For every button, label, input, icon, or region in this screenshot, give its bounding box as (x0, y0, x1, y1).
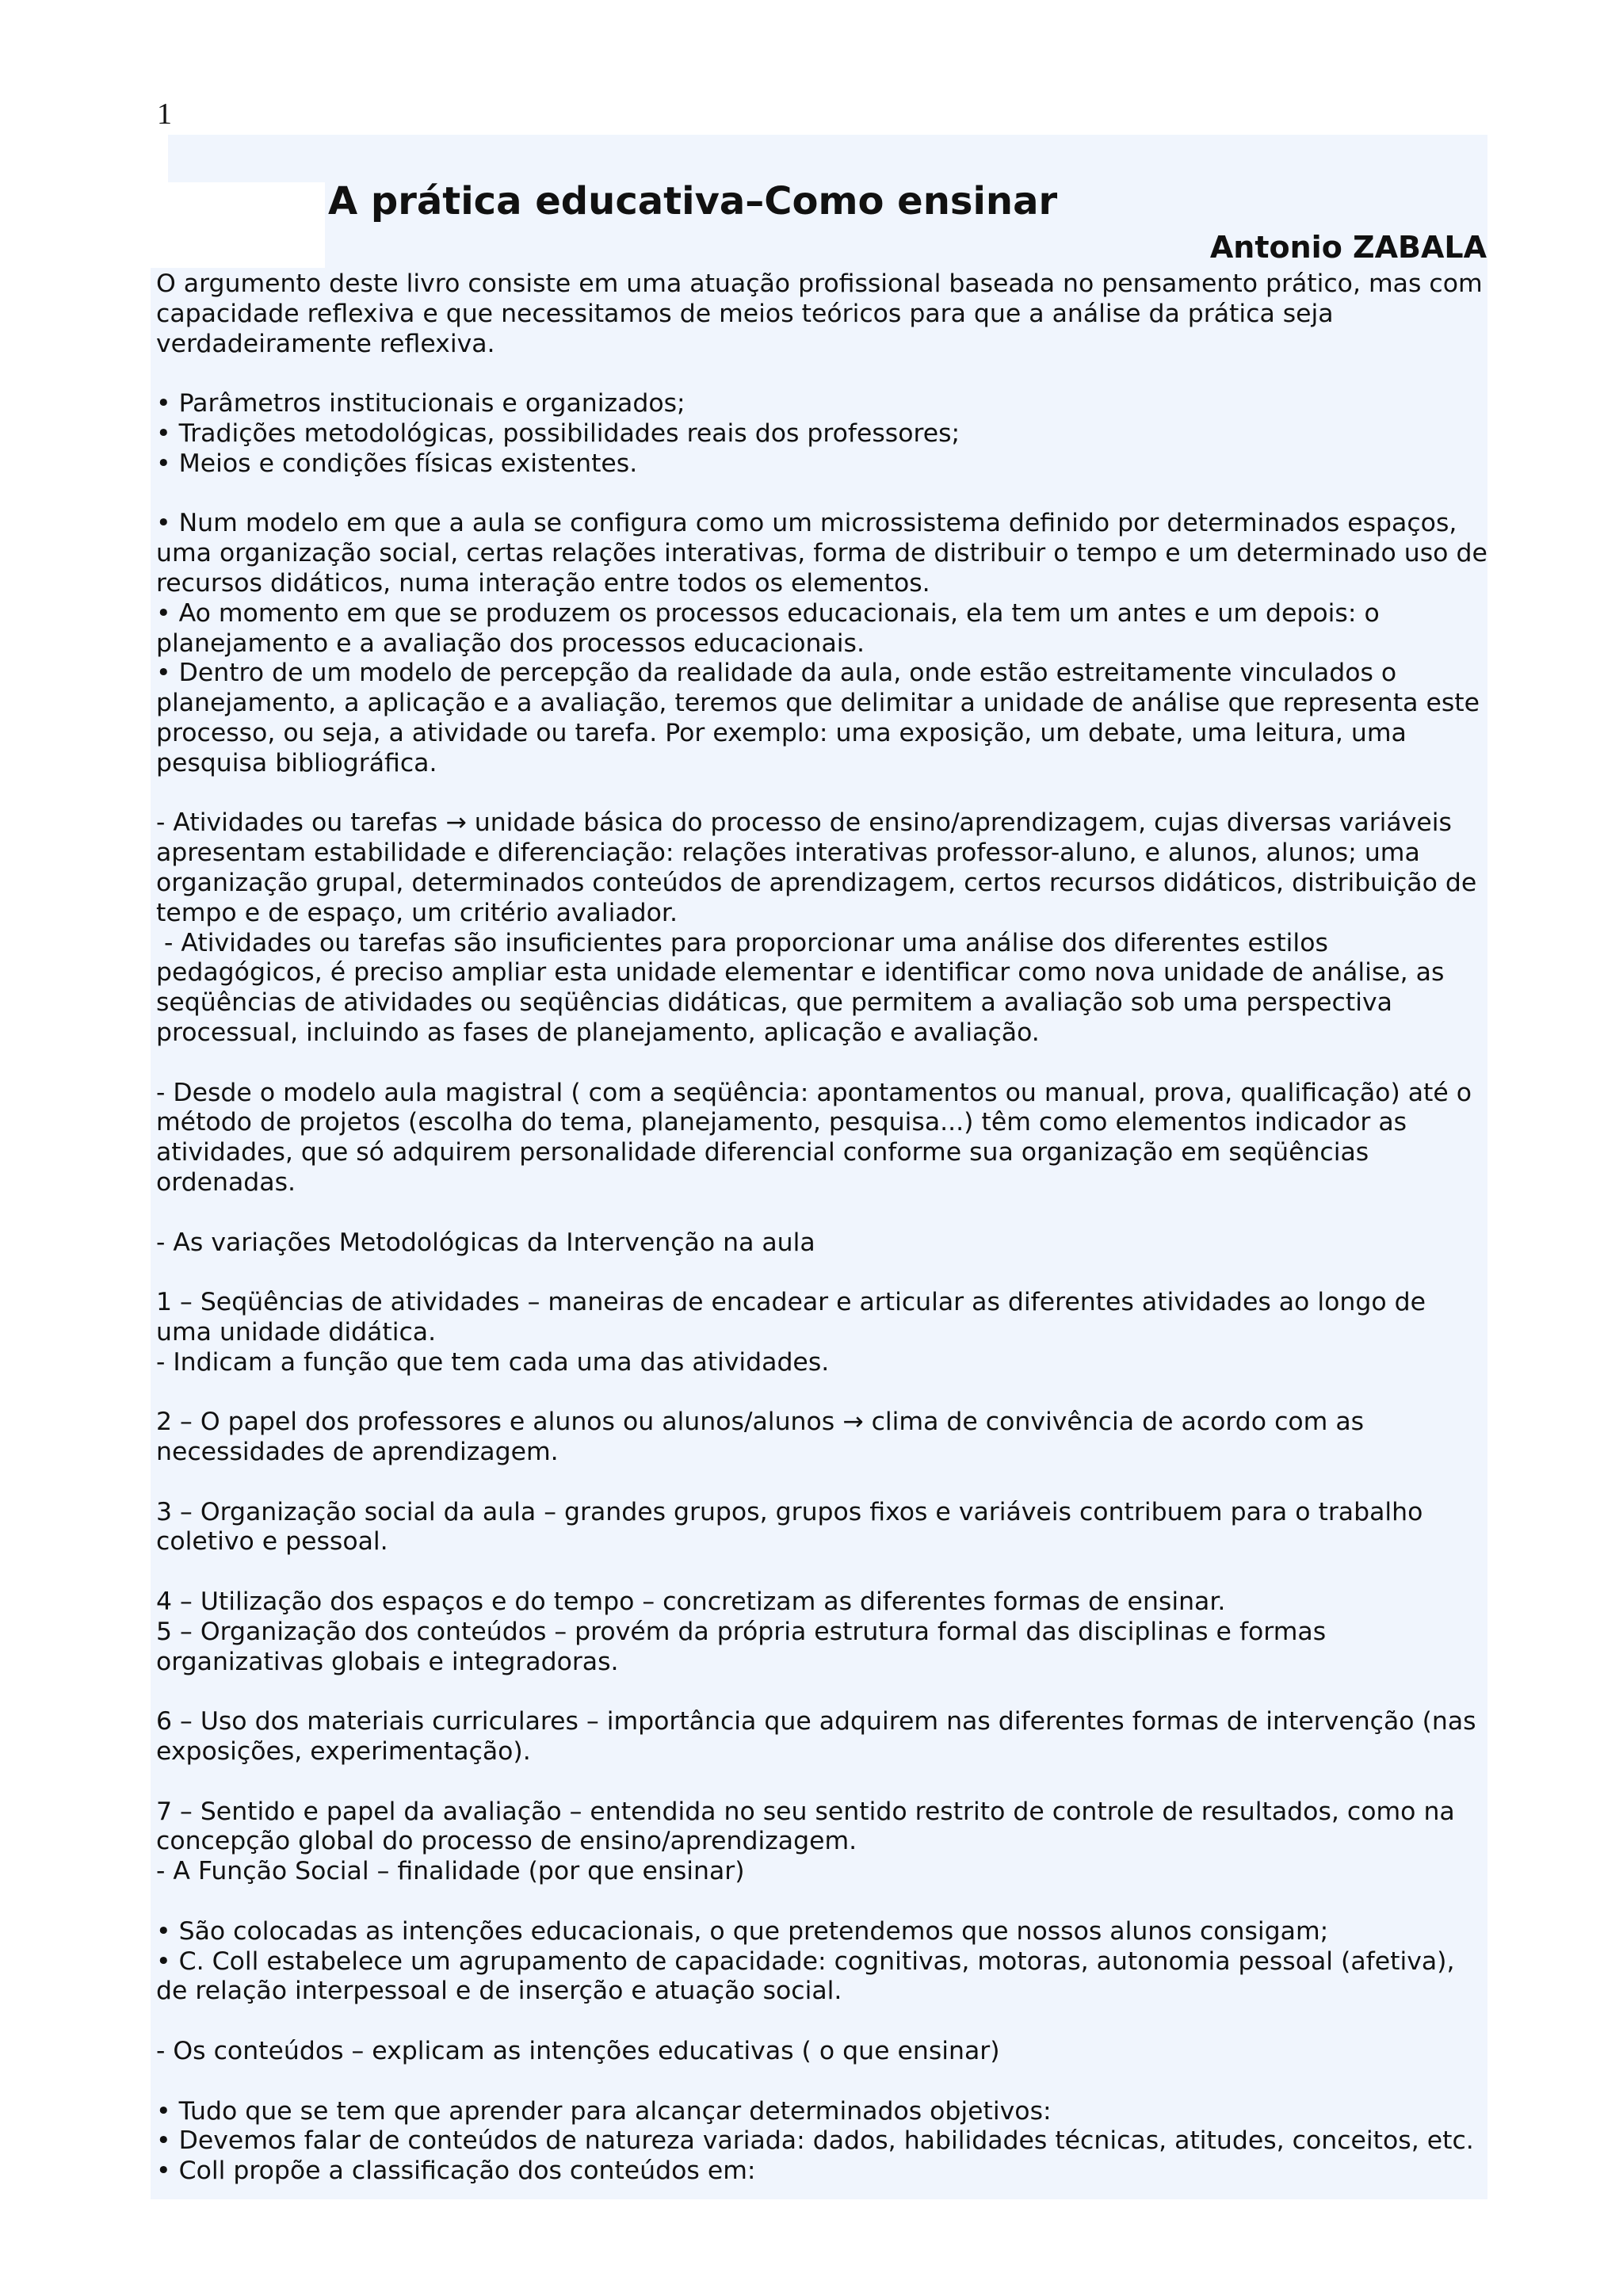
paragraph: O argumento deste livro consiste em uma atuação profissional baseada no pensamento prático, mas com capacidade reflexiva e que necessitamos de meios teóricos para que a análise da prática seja verdadeiramente reflexiva. (156, 269, 1491, 358)
paragraph: - Atividades ou tarefas → unidade básica do processo de ensino/aprendizagem, cujas diversas variáveis apresentam estabilidade e diferenciação: relações interativas professor-aluno, e alunos, alunos; uma organização grupal, determinados conteúdos de aprendizagem, certos recursos didáticos, distribuição de tempo e de espaço, um critério avaliador. (156, 808, 1485, 927)
paragraph: - As variações Metodológicas da Intervenção na aula (156, 1228, 815, 1257)
paragraph-gap (156, 2007, 1487, 2037)
paragraph: - Atividades ou tarefas são insuficientes para proporcionar uma análise dos diferentes estilos pedagógicos, é preciso ampliar esta unidade elementar e identificar como nova unidade de análise, as seqüências de atividades ou seqüências didáticas, que permitem a avaliação sob uma perspectiva processual, incluindo as fases de planejamento, aplicação e avaliação. (156, 928, 1453, 1047)
paragraph: • Coll propõe a classificação dos conteúdos em: (156, 2157, 756, 2186)
paragraph-gap (156, 1468, 1487, 1498)
paragraph-gap (156, 1258, 1487, 1288)
paragraph: • Parâmetros institucionais e organizados; (156, 389, 685, 418)
paragraph: - A Função Social – finalidade (por que ensinar) (156, 1857, 745, 1886)
paragraph: 5 – Organização dos conteúdos – provém da própria estrutura formal das disciplinas e formas organizativas globais e integradoras. (156, 1617, 1335, 1676)
paragraph-gap (156, 1198, 1487, 1228)
paragraph-gap (156, 479, 1487, 510)
paragraph: • Meios e condições físicas existentes. (156, 449, 638, 478)
paragraph: 7 – Sentido e papel da avaliação – entendida no seu sentido restrito de controle de resultados, como na concepção global do processo de ensino/aprendizagem. (156, 1797, 1463, 1856)
paragraph: • São colocadas as intenções educacionais, o que pretendemos que nossos alunos consigam; (156, 1916, 1329, 1946)
background-notch (151, 182, 325, 268)
paragraph: 3 – Organização social da aula – grandes grupos, grupos fixos e variáveis contribuem para o trabalho coletivo e pessoal. (156, 1497, 1431, 1557)
paragraph: - Desde o modelo aula magistral ( com a seqüência: apontamentos ou manual, prova, qualificação) até o método de projetos (escolha do tema, planejamento, pesquisa...) têm como elementos indicador as atividades, que só adquirem personalidade diferencial conforme sua organização em seqüências ordenadas. (156, 1078, 1480, 1197)
page-number: 1 (157, 97, 172, 131)
paragraph: • Devemos falar de conteúdos de natureza variada: dados, habilidades técnicas, atitudes, conceitos, etc. (156, 2126, 1474, 2156)
paragraph: 1 – Seqüências de atividades – maneiras de encadear e articular as diferentes atividades ao longo de uma unidade didática. (156, 1288, 1434, 1347)
paragraph: 6 – Uso dos materiais curriculares – importância que adquirem nas diferentes formas de intervenção (nas exposições, experimentação). (156, 1707, 1484, 1767)
paragraph: - Indicam a função que tem cada uma das atividades. (156, 1347, 830, 1377)
paragraph-gap (156, 359, 1487, 389)
paragraph: • Tudo que se tem que aprender para alcançar determinados objetivos: (156, 2096, 1052, 2126)
paragraph: • Num modelo em que a aula se configura como um microssistema definido por determinados espaços, uma organização social, certas relações interativas, forma de distribuir o tempo e um determinado uso de recursos didáticos, numa interação entre todos os elementos. (156, 509, 1495, 598)
paragraph-gap (156, 1887, 1487, 1917)
paragraph: • Tradições metodológicas, possibilidades reais dos professores; (156, 418, 960, 448)
paragraph-gap (156, 1677, 1487, 1707)
paragraph-gap (156, 1049, 1487, 1079)
paragraph: - Os conteúdos – explicam as intenções educativas ( o que ensinar) (156, 2037, 1000, 2066)
paragraph-gap (156, 1557, 1487, 1587)
paragraph: 4 – Utilização dos espaços e do tempo – concretizam as diferentes formas de ensinar. (156, 1587, 1226, 1617)
document-body (156, 269, 1495, 2187)
paragraph: • Dentro de um modelo de percepção da realidade da aula, onde estão estreitamente vinculados o planejamento, a aplicação e a avaliação, teremos que delimitar a unidade de análise que representa este processo, ou seja, a atividade ou tarefa. Por exemplo: uma exposição, um debate, uma leitura, uma pesquisa bibliográfica. (156, 659, 1488, 777)
paragraph-gap (156, 1377, 1487, 1408)
author-name: Antonio ZABALA (1209, 230, 1487, 265)
paragraph-gap (156, 2067, 1487, 2097)
paragraph-gap (156, 1767, 1487, 1797)
paragraph-gap (156, 779, 1487, 809)
paragraph: • C. Coll estabelece um agrupamento de capacidade: cognitivas, motoras, autonomia pessoal (afetiva), de relação interpessoal e de inserção e atuação social. (156, 1946, 1463, 2006)
paragraph: • Ao momento em que se produzem os processos educacionais, ela tem um antes e um depois: o planejamento e a avaliação dos processos educacionais. (156, 598, 1388, 658)
document-title: A prática educativa–Como ensinar (328, 179, 1058, 223)
paragraph: 2 – O papel dos professores e alunos ou alunos/alunos → clima de convivência de acordo com as necessidades de aprendizagem. (156, 1408, 1373, 1467)
highlight-background-top (168, 135, 1487, 182)
